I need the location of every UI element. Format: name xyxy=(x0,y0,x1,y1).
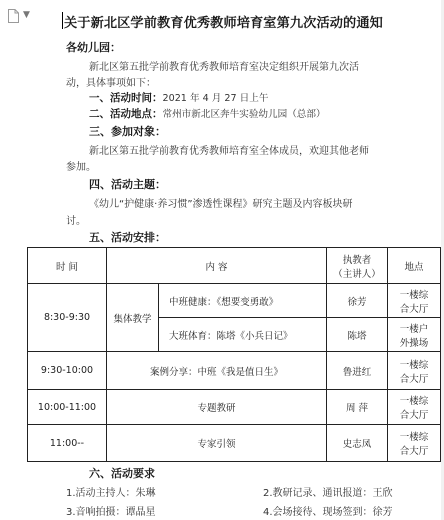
theme-line-1: 《幼儿“护健康·养习惯”渗透性课程》研究主题及内容板块研 xyxy=(89,199,353,210)
participants-line-2: 参加。 xyxy=(66,162,96,173)
row-4-content: 专家引领 xyxy=(107,425,327,462)
table-row xyxy=(28,425,441,462)
header-content: 内 容 xyxy=(107,248,327,284)
theme-line-2: 讨。 xyxy=(66,216,86,227)
row-4-place-line-1: 一楼综 xyxy=(399,432,429,443)
salutation: 各幼儿园： xyxy=(66,41,121,54)
row-1a-content: 中班健康：《想要变勇敢》 xyxy=(159,284,327,318)
time-value: 2021 年 4 月 27 日上午 xyxy=(162,93,269,104)
row-1a-place-line-1: 一楼综 xyxy=(399,289,429,301)
requirement-4: 4.会场接待、现场签到：徐芳 xyxy=(263,507,393,518)
row-1b-place-line-1: 一楼户 xyxy=(399,323,429,335)
requirements-heading: 六、活动要求 xyxy=(89,467,155,480)
table-row xyxy=(28,284,441,318)
row-1a-host: 徐芳 xyxy=(327,284,388,318)
row-1b-host: 陈塔 xyxy=(327,318,388,352)
requirement-1: 1.活动主持人：朱琳 xyxy=(66,488,156,499)
intro-line-2: 动，具体事项如下： xyxy=(66,78,156,89)
row-2-place-line-1: 一楼综 xyxy=(399,359,429,371)
requirement-2: 2.教研记录、通讯报道：王欣 xyxy=(263,488,393,499)
row-1a-place xyxy=(388,284,441,318)
schedule-table xyxy=(27,247,441,462)
participants-line-1: 新北区第五批学前教育优秀教师培育室全体成员，欢迎其他老师 xyxy=(89,146,369,157)
participants-label: 三、参加对象： xyxy=(89,125,166,138)
time-label: 一、活动时间： xyxy=(89,92,163,104)
row-3-content: 专题教研 xyxy=(107,390,327,425)
header-place: 地点 xyxy=(388,248,441,284)
row-4-place xyxy=(388,425,441,462)
intro-line-1: 新北区第五批学前教育优秀教师培育室决定组织开展第九次活 xyxy=(89,62,359,73)
table-header-row xyxy=(28,248,441,284)
row-2-place-line-2: 合大厅 xyxy=(399,373,429,385)
table-row xyxy=(28,352,441,390)
text-cursor xyxy=(62,12,63,29)
row-1b-place-line-2: 外操场 xyxy=(399,337,429,349)
row-1-type: 集体教学 xyxy=(107,284,159,352)
dropdown-caret-icon[interactable]: ▼ xyxy=(23,10,30,20)
place-section xyxy=(89,106,326,121)
schedule-heading: 五、活动安排： xyxy=(89,231,166,244)
row-3-host: 周 萍 xyxy=(327,390,388,425)
table-row xyxy=(28,390,441,425)
row-1-time: 8:30-9:30 xyxy=(28,284,107,352)
theme-label: 四、活动主题： xyxy=(89,178,166,191)
requirement-3: 3.音响拍摄：谭晶星 xyxy=(66,507,156,518)
place-value: 常州市新北区奔牛实验幼儿园（总部） xyxy=(162,109,326,120)
row-1a-place-line-2: 合大厅 xyxy=(399,303,429,315)
header-host-line-2: （主讲人） xyxy=(333,268,381,280)
row-1b-place xyxy=(388,318,441,352)
place-label: 二、活动地点： xyxy=(89,108,163,120)
row-3-time: 10:00-11:00 xyxy=(28,390,107,425)
row-3-place xyxy=(388,390,441,425)
row-2-content: 案例分享：中班《我是值日生》 xyxy=(107,352,327,390)
document-title[interactable]: 关于新北区学前教育优秀教师培育室第九次活动的通知 xyxy=(64,16,383,31)
header-host xyxy=(327,248,388,284)
row-2-time: 9:30-10:00 xyxy=(28,352,107,390)
row-3-place-line-1: 一楼综 xyxy=(399,396,429,407)
row-2-place xyxy=(388,352,441,390)
header-time: 时 间 xyxy=(28,248,107,284)
row-4-time: 11:00-- xyxy=(28,425,107,462)
row-2-host: 鲁进红 xyxy=(327,352,388,390)
row-4-host: 史志凤 xyxy=(327,425,388,462)
row-1b-content: 大班体育：陈塔《小兵日记》 xyxy=(159,318,327,352)
row-4-place-line-2: 合大厅 xyxy=(399,446,429,457)
header-host-line-1: 执教者 xyxy=(342,254,372,266)
time-section xyxy=(89,90,268,105)
row-3-place-line-2: 合大厅 xyxy=(399,410,429,421)
